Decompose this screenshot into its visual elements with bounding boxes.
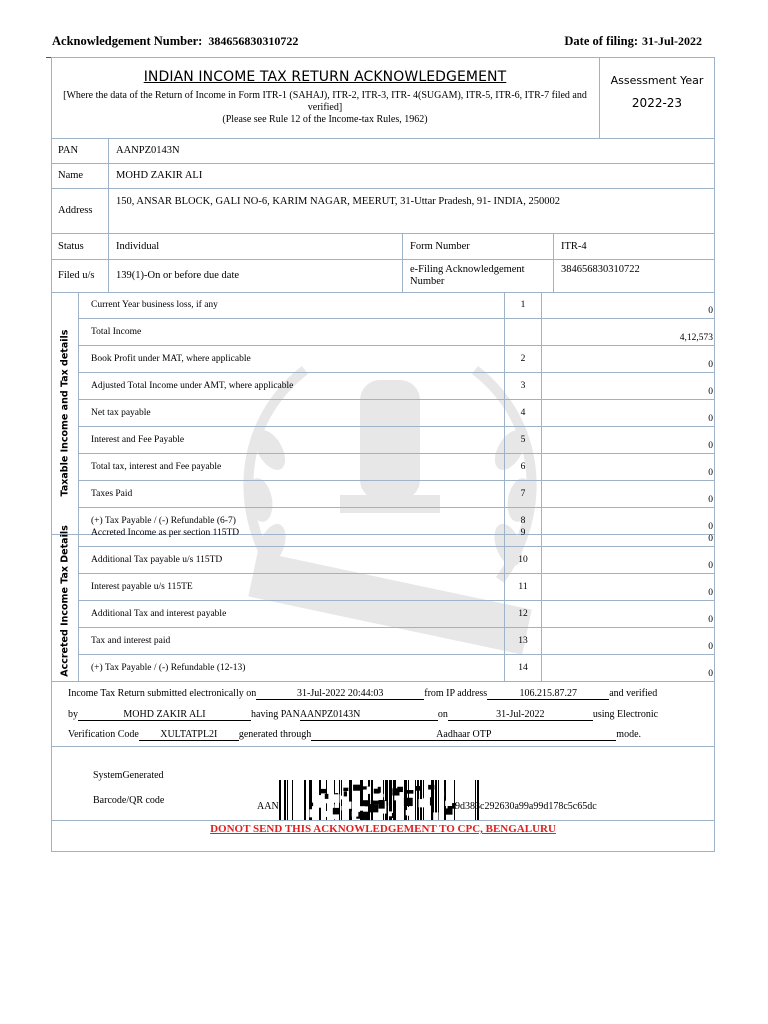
row-label: Interest and Fee Payable (79, 427, 505, 454)
filed-label: Filed u/s (51, 259, 109, 292)
row-number: 1 (505, 292, 542, 319)
row-label: Accreted Income as per section 115TD (79, 520, 505, 547)
barcode-cell (358, 786, 362, 790)
row-value: 0 (542, 427, 716, 454)
status-label: Status (51, 233, 109, 259)
barcode-bar (371, 780, 373, 820)
document-title: INDIAN INCOME TAX RETURN ACKNOWLEDGEMENT (143, 69, 507, 85)
accreted-income-table (51, 520, 715, 682)
taxable-row (51, 373, 715, 400)
barcode-cell (378, 787, 381, 793)
row-number: 14 (505, 655, 542, 682)
verification-text: using Electronic (592, 709, 659, 720)
barcode-cell (397, 787, 403, 792)
barcode-label-1: SystemGenerated (93, 770, 164, 781)
verification-text: generated through (238, 729, 312, 740)
accreted-row (51, 628, 715, 655)
row-label: Net tax payable (79, 400, 505, 427)
filing-date: 31-Jul-2022 (642, 34, 702, 48)
taxable-row (51, 319, 715, 346)
verified-on: 31-Jul-2022 (448, 709, 593, 721)
barcode-cell (340, 796, 343, 800)
row-value: 0 (542, 508, 716, 535)
row-value: 0 (542, 628, 716, 655)
verification-text: and verified (609, 688, 658, 699)
row-number: 7 (505, 481, 542, 508)
barcode-cell (371, 800, 374, 808)
barcode-cell (309, 809, 318, 817)
verification-text: mode. (616, 729, 642, 740)
row-number (505, 319, 542, 346)
taxpayer-info-table (51, 138, 715, 293)
verification-text: having PAN (251, 709, 300, 720)
barcode-cell (430, 797, 434, 805)
barcode-bar (477, 780, 479, 820)
barcode-block (51, 746, 715, 821)
filed-row (51, 259, 715, 292)
assessment-year-block (599, 57, 715, 138)
row-number: 8 (505, 508, 542, 535)
barcode-cell (445, 801, 452, 806)
barcode-text-left: AAN (257, 801, 279, 812)
verification-through: Aadhaar OTP (311, 729, 616, 741)
row-value: 4,12,573 (542, 319, 716, 346)
filed-value: 139(1)-On or before due date (109, 259, 403, 292)
address-label: Address (51, 188, 109, 233)
verification-line-3 (68, 729, 641, 741)
barcode-bar (385, 780, 388, 820)
accreted-row (51, 520, 715, 547)
barcode-cell (343, 788, 348, 791)
form-number-value: ITR-4 (554, 233, 716, 259)
row-number: 13 (505, 628, 542, 655)
accreted-row (51, 601, 715, 628)
row-value: 0 (542, 373, 716, 400)
status-value: Individual (109, 233, 403, 259)
taxable-row (51, 292, 715, 319)
row-number: 3 (505, 373, 542, 400)
document-subtitle (63, 90, 587, 126)
row-label: Taxes Paid (79, 481, 505, 508)
row-label: Total Income (79, 319, 505, 346)
row-number: 9 (505, 520, 542, 547)
row-label: Book Profit under MAT, where applicable (79, 346, 505, 373)
filing-label: Date of filing: (564, 34, 638, 48)
subtitle-rule: (Please see Rule 12 of the Income-tax Rules, 1962) (222, 114, 428, 125)
pan-row (51, 138, 715, 163)
row-label: Additional Tax payable u/s 115TD (79, 547, 505, 574)
barcode-cell (345, 802, 351, 808)
verified-by: MOHD ZAKIR ALI (78, 709, 251, 721)
address-row (51, 188, 715, 233)
row-value: 0 (542, 601, 716, 628)
acknowledgement-number (52, 34, 298, 49)
taxable-row (51, 481, 715, 508)
ack-label: Acknowledgement Number: (52, 34, 203, 48)
verification-line-2 (68, 709, 658, 721)
barcode-cell (439, 791, 444, 796)
row-number: 12 (505, 601, 542, 628)
taxable-side-cell (51, 292, 79, 535)
row-number: 11 (505, 574, 542, 601)
row-value: 0 (542, 481, 716, 508)
row-number: 4 (505, 400, 542, 427)
barcode-cell (433, 812, 438, 820)
row-label: (+) Tax Payable / (-) Refundable (12-13) (79, 655, 505, 682)
row-label: Current Year business loss, if any (79, 292, 505, 319)
row-value: 0 (542, 400, 716, 427)
accreted-side-label: Accreted Income Tax Details (59, 524, 70, 677)
barcode-cell (362, 800, 370, 806)
taxable-row (51, 400, 715, 427)
barcode-cell (415, 786, 420, 791)
barcode-bar (475, 780, 476, 820)
barcode-cell (324, 799, 330, 803)
row-value: 0 (542, 547, 716, 574)
barcode-cell (404, 798, 413, 806)
barcode-cell (389, 811, 392, 816)
row-label: Tax and interest paid (79, 628, 505, 655)
row-value: 0 (542, 292, 716, 319)
verification-text: from IP address (424, 688, 488, 699)
barcode-bar (287, 780, 288, 820)
address-value: 150, ANSAR BLOCK, GALI NO-6, KARIM NAGAR, MEERUT, 31-Uttar Pradesh, 91- INDIA, 250002 (109, 188, 716, 233)
verified-pan: AANPZ0143N (300, 709, 438, 721)
accreted-row (51, 574, 715, 601)
taxable-row (51, 346, 715, 373)
taxable-side-label: Taxable Income and Tax details (59, 329, 70, 497)
verification-text: Verification Code (68, 729, 139, 740)
taxable-income-table (51, 292, 715, 535)
barcode-bar (349, 780, 352, 820)
verification-line-1 (68, 688, 657, 700)
row-label: Adjusted Total Income under AMT, where applicable (79, 373, 505, 400)
barcode-cell (419, 799, 425, 807)
row-label: Total tax, interest and Fee payable (79, 454, 505, 481)
barcode-cell (321, 789, 327, 794)
barcode-bar (284, 780, 286, 820)
assessment-year-value: 2022-23 (631, 96, 683, 110)
row-value: 0 (542, 655, 716, 682)
barcode-cell (423, 798, 429, 806)
pan-value: AANPZ0143N (109, 138, 716, 163)
row-label: (+) Tax Payable / (-) Refundable (6-7) (79, 508, 505, 535)
name-row (51, 163, 715, 188)
name-value: MOHD ZAKIR ALI (109, 163, 716, 188)
verification-text: by (68, 709, 78, 720)
barcode-label-2: Barcode/QR code (93, 795, 165, 806)
ack-number: 384656830310722 (208, 34, 299, 48)
date-of-filing (564, 34, 702, 49)
barcode-cell (406, 790, 413, 794)
row-value: 0 (542, 346, 716, 373)
efiling-value: 384656830310722 (554, 259, 716, 292)
document-header (51, 57, 715, 139)
barcode-cell (380, 794, 383, 797)
submitted-datetime: 31-Jul-2022 20:44:03 (256, 688, 424, 700)
barcode-bar (444, 780, 446, 820)
row-value: 0 (542, 574, 716, 601)
barcode-cell (367, 787, 371, 791)
barcode-cell (362, 812, 370, 820)
barcode-bar (304, 780, 306, 820)
row-label: Additional Tax and interest payable (79, 601, 505, 628)
barcode-bar (341, 780, 342, 820)
row-value: 0 (542, 454, 716, 481)
barcode-cell (379, 800, 385, 809)
barcode-cell (391, 813, 396, 818)
barcode-image (279, 780, 483, 820)
subtitle-forms: [Where the data of the Return of Income in Form ITR-1 (SAHAJ), ITR-2, ITR-3, ITR- 4(SUGAM), ITR-5, ITR-6, ITR-7 filed and verified] (63, 90, 587, 113)
barcode-cell (344, 791, 347, 796)
taxable-row (51, 427, 715, 454)
verification-text: Income Tax Return submitted electronically on (68, 688, 257, 699)
row-number: 6 (505, 454, 542, 481)
verification-text: on (437, 709, 448, 720)
verification-code: XULTATPL2I (139, 729, 239, 741)
barcode-text-right: 9d383c292630a99a99d178c5c65dc (455, 801, 597, 812)
barcode-cell (352, 811, 359, 816)
verification-block (51, 683, 715, 747)
assessment-year-label: Assessment Year (610, 74, 704, 87)
status-row (51, 233, 715, 259)
header-title-block (51, 57, 600, 138)
row-value: 0 (542, 520, 716, 547)
efiling-label: e-Filing Acknowledgement Number (403, 259, 554, 292)
accreted-row (51, 547, 715, 574)
barcode-cell (318, 803, 323, 808)
barcode-cell (331, 804, 335, 808)
barcode-cell (406, 810, 411, 815)
barcode-cell (316, 795, 322, 804)
barcode-cell (325, 794, 329, 799)
taxable-row (51, 454, 715, 481)
row-number: 10 (505, 547, 542, 574)
row-label: Interest payable u/s 115TE (79, 574, 505, 601)
pan-label: PAN (51, 138, 109, 163)
row-number: 2 (505, 346, 542, 373)
cpc-warning: DONOT SEND THIS ACKNOWLEDGEMENT TO CPC, BENGALURU (210, 823, 556, 835)
barcode-bar (292, 780, 293, 820)
barcode-cell (359, 806, 365, 811)
barcode-bar (454, 780, 455, 820)
barcode-cell (428, 785, 434, 790)
barcode-cell (333, 808, 339, 815)
accreted-row (51, 655, 715, 682)
barcode-cell (310, 803, 314, 807)
barcode-cell (334, 794, 340, 802)
name-label: Name (51, 163, 109, 188)
barcode-cell (446, 808, 453, 814)
barcode-bar (279, 780, 281, 820)
accreted-side-cell (51, 520, 79, 682)
form-number-label: Form Number (403, 233, 554, 259)
row-number: 5 (505, 427, 542, 454)
barcode-bar (415, 780, 416, 820)
ip-address: 106.215.87.27 (487, 688, 609, 700)
